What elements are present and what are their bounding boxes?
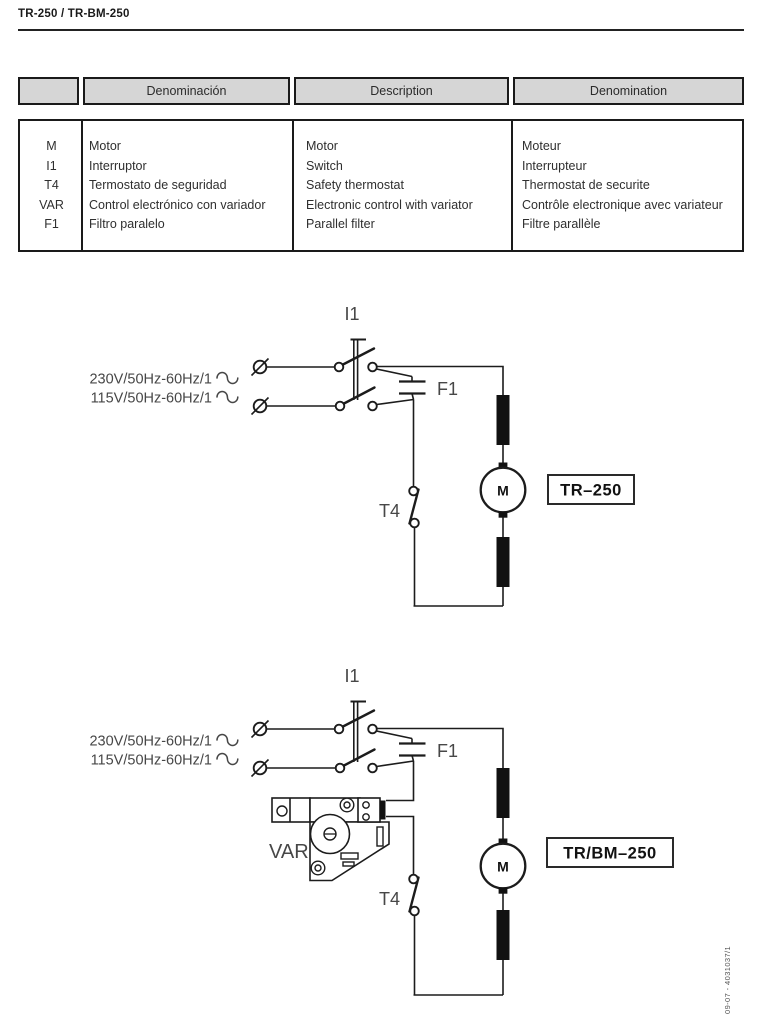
- ac-sine-icon: [217, 392, 238, 403]
- page-title: TR-250 / TR-BM-250: [18, 8, 130, 20]
- legend-symbol: I1: [46, 158, 57, 173]
- supply-115-label: 115V/50Hz-60Hz/1: [90, 390, 212, 407]
- table-row: [20, 176, 742, 196]
- model-badge-trbm250: [547, 838, 673, 867]
- model-label: TR/BM–250: [563, 844, 657, 863]
- legend-fr: Contrôle electronique avec variateur: [522, 197, 723, 212]
- ac-sine-icon: [217, 735, 238, 746]
- choke-upper: [497, 395, 510, 445]
- table-row: [20, 137, 742, 157]
- legend-en: Motor: [306, 139, 338, 153]
- wiring-diagram-tr250: [0, 300, 761, 620]
- motor-terminal: [499, 512, 508, 518]
- title-rule: [18, 29, 744, 31]
- supply-230-label: 230V/50Hz-60Hz/1: [89, 371, 212, 388]
- variator-module-var: [269, 798, 389, 881]
- legend-es: Filtro paralelo: [89, 217, 165, 231]
- legend-en: Safety thermostat: [306, 178, 404, 192]
- legend-fr: Interrupteur: [522, 158, 587, 173]
- legend-en: Parallel filter: [306, 217, 375, 231]
- legend-es: Control electrónico con variador: [89, 197, 266, 212]
- motor-label: M: [497, 482, 509, 499]
- table-row: [20, 196, 742, 216]
- switch-label: I1: [344, 666, 360, 686]
- legend-symbol: F1: [44, 217, 59, 231]
- thermostat-label: T4: [378, 889, 400, 909]
- variator-label: VAR: [269, 841, 309, 863]
- header-denominacion: Denominación: [83, 77, 290, 105]
- motor-branch: [377, 367, 525, 607]
- legend-table-header: [18, 77, 744, 105]
- legend-rows: [20, 121, 742, 235]
- thermostat-label: T4: [378, 501, 400, 521]
- wiring-diagram-trbm250: [0, 660, 761, 1005]
- table-row: [20, 157, 742, 177]
- switch-label: I1: [344, 304, 360, 324]
- filter-f1: [377, 731, 459, 767]
- legend-fr: Moteur: [522, 139, 561, 153]
- legend-fr: Thermostat de securite: [522, 178, 650, 192]
- header-denomination: Denomination: [513, 77, 744, 105]
- supply-labels: [89, 372, 237, 407]
- motor-terminal: [499, 888, 508, 894]
- motor-label: M: [497, 858, 509, 875]
- switch-i1: [335, 666, 377, 772]
- header-symbol: [18, 77, 79, 105]
- filter-label: F1: [437, 741, 459, 761]
- legend-en: Electronic control with variator: [306, 197, 473, 212]
- model-label: TR–250: [560, 481, 622, 500]
- supply-labels: [89, 734, 237, 769]
- legend-fr: Filtre parallèle: [522, 217, 601, 231]
- legend-symbol: VAR: [39, 197, 64, 212]
- variator-wiring: [386, 761, 414, 875]
- ac-sine-icon: [217, 373, 238, 384]
- legend-symbol: M: [46, 139, 57, 153]
- choke-lower: [497, 910, 510, 960]
- supply-terminals: [252, 721, 336, 777]
- choke-upper: [497, 768, 510, 818]
- legend-en: Switch: [306, 158, 343, 173]
- table-row: [20, 215, 742, 235]
- legend-es: Interruptor: [89, 158, 147, 173]
- model-badge-tr250: [548, 475, 634, 504]
- legend-table-body: [18, 119, 744, 252]
- legend-es: Motor: [89, 139, 121, 153]
- supply-115-label: 115V/50Hz-60Hz/1: [90, 752, 212, 769]
- thermostat-t4: [379, 875, 419, 995]
- document-code: 09-07 - 4031037/1: [723, 945, 732, 1014]
- thermostat-t4: [379, 400, 419, 607]
- choke-lower: [497, 537, 510, 587]
- motor-branch: [377, 729, 525, 996]
- legend-es: Termostato de seguridad: [89, 178, 227, 192]
- legend-symbol: T4: [44, 178, 59, 192]
- supply-230-label: 230V/50Hz-60Hz/1: [89, 733, 212, 750]
- filter-f1: [377, 369, 459, 405]
- switch-i1: [335, 304, 377, 410]
- filter-label: F1: [437, 379, 459, 399]
- supply-terminals: [252, 359, 336, 415]
- ac-sine-icon: [217, 754, 238, 765]
- header-description: Description: [294, 77, 509, 105]
